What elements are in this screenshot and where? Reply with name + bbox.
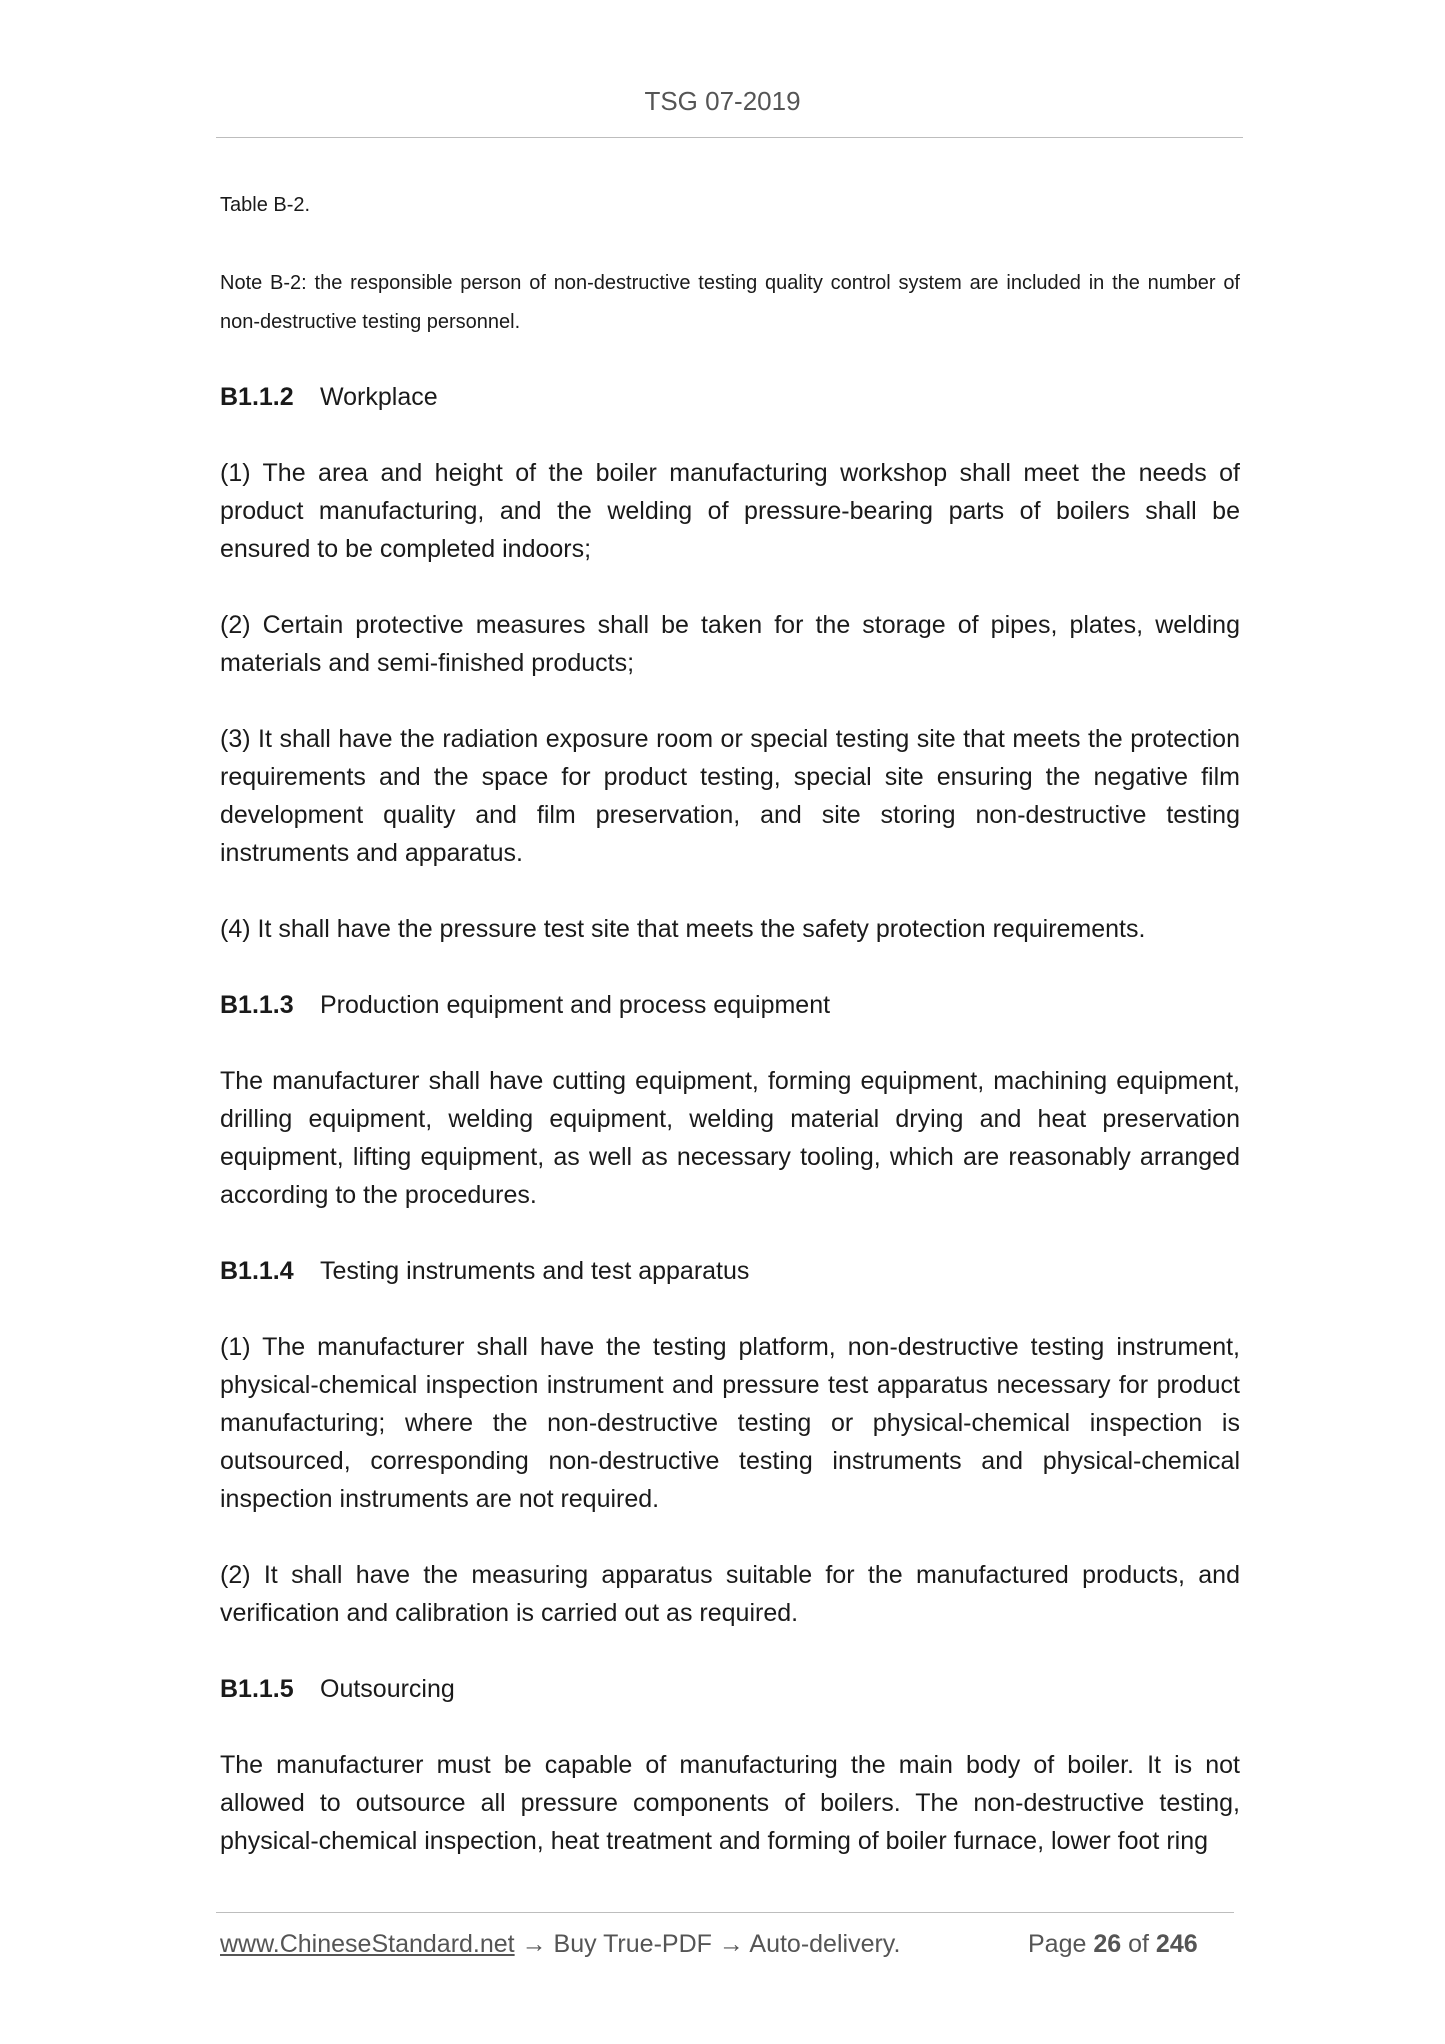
header-divider: [216, 137, 1243, 138]
section-number: B1.1.2: [220, 383, 294, 411]
section-title: Production equipment and process equipment: [320, 991, 831, 1019]
promo-text: → Buy True-PDF → Auto-delivery.: [514, 1930, 901, 1958]
section-number: B1.1.4: [220, 1257, 294, 1285]
paragraph: (1) The area and height of the boiler manufacturing workshop shall meet the needs of product manufacturing, and the welding of pressure-bearing parts of boilers shall be ensured to be completed indoors;: [220, 459, 1240, 563]
website-link[interactable]: www.ChineseStandard.net: [220, 1930, 515, 1958]
paragraph: (2) It shall have the measuring apparatus suitable for the manufactured products, and verification and calibration is carried out as required.: [220, 1561, 1240, 1627]
current-page-number: 26: [1093, 1930, 1122, 1958]
paragraph: (3) It shall have the radiation exposure room or special testing site that meets the protection requirements and the space for product testing, special site ensuring the negative film development quality and film preservation, and site storing non-destructive testing instruments and apparatus.: [220, 725, 1240, 867]
paragraph: The manufacturer shall have cutting equipment, forming equipment, machining equipment, drilling equipment, welding equipment, welding material drying and heat preservation equipment, lifting equipment, as well as necessary tooling, which are reasonably arranged according to the procedures.: [220, 1067, 1240, 1209]
section-title: Testing instruments and test apparatus: [320, 1257, 750, 1285]
section-heading: [220, 378, 1240, 416]
table-reference: Table B-2.: [220, 194, 311, 216]
paragraph: (2) Certain protective measures shall be taken for the storage of pipes, plates, welding materials and semi-finished products;: [220, 611, 1240, 677]
page-of-label: of: [1128, 1930, 1149, 1958]
section-heading: [220, 986, 1240, 1024]
section-number: B1.1.5: [220, 1675, 294, 1703]
section-title: Workplace: [320, 383, 438, 411]
section-heading: [220, 1252, 1240, 1290]
page-label: Page: [1028, 1930, 1087, 1958]
section-number: B1.1.3: [220, 991, 294, 1019]
paragraph: The manufacturer must be capable of manufacturing the main body of boiler. It is not allowed to outsource all pressure components of boilers. The non-destructive testing, physical-chemical inspection, heat treatment and forming of boiler furnace, lower foot ring: [220, 1751, 1240, 1855]
total-page-count: 246: [1155, 1930, 1198, 1958]
section-heading: [220, 1670, 1240, 1708]
page-footer: [220, 1930, 1230, 1959]
section-title: Outsourcing: [320, 1675, 455, 1703]
header-title: TSG 07-2019: [644, 86, 801, 116]
paragraph: (1) The manufacturer shall have the testing platform, non-destructive testing instrument, physical-chemical inspection instrument and pressure test apparatus necessary for product manufacturing; where the non-destructive testing or physical-chemical inspection is outsourced, corresponding non-destructive testing instruments and physical-chemical inspection instruments are not required.: [220, 1333, 1240, 1513]
page-content: [220, 186, 1240, 1860]
footer-divider: [216, 1912, 1234, 1913]
page-indicator: [1028, 1930, 1198, 1959]
paragraph: (4) It shall have the pressure test site that meets the safety protection requirements.: [220, 915, 1146, 943]
table-note: Note B-2: the responsible person of non-destructive testing quality control system are included in the number of non-destructive testing personnel.: [220, 272, 1240, 333]
